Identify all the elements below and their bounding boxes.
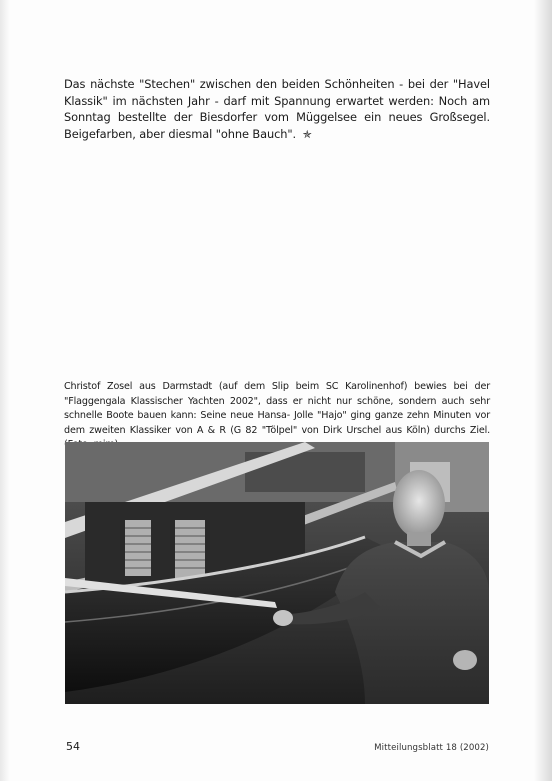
page-edge-right bbox=[534, 0, 552, 781]
photo-caption: Christof Zosel aus Darmstadt (auf dem Slip beim SC Karolinenhof) bewies bei der "Flaggengala Klassischer Yachten 2002", dass er nicht nur schöne, sondern auch sehr schnelle Boote bauen kann: Seine neue Hansa- Jolle "Hajo" ging ganze zehn Minuten vor dem zweiten Klassiker von A & R (G 82 "Tölpel" von Dirk Urschel aus Köln) durchs Ziel. bbox=[64, 381, 490, 436]
photo-illustration bbox=[65, 442, 489, 704]
end-mark-star-icon: ✯ bbox=[302, 127, 312, 141]
page-number: 54 bbox=[66, 740, 80, 753]
article-paragraph bbox=[64, 76, 490, 143]
page-edge-left bbox=[0, 0, 10, 781]
photo-boat-builder bbox=[65, 442, 489, 704]
article-paragraph-text: Das nächste "Stechen" zwischen den beiden Schönheiten - bei der "Havel Klassik" im nächsten Jahr - darf mit Spannung erwartet werden: Noch am Sonntag bestellte der Biesdorfer vom Müggelsee ein neues Großsegel. Beigefarben, aber diesmal "ohne Bauch". bbox=[64, 77, 490, 141]
journal-title: Mitteilungsblatt 18 (2002) bbox=[374, 743, 489, 753]
